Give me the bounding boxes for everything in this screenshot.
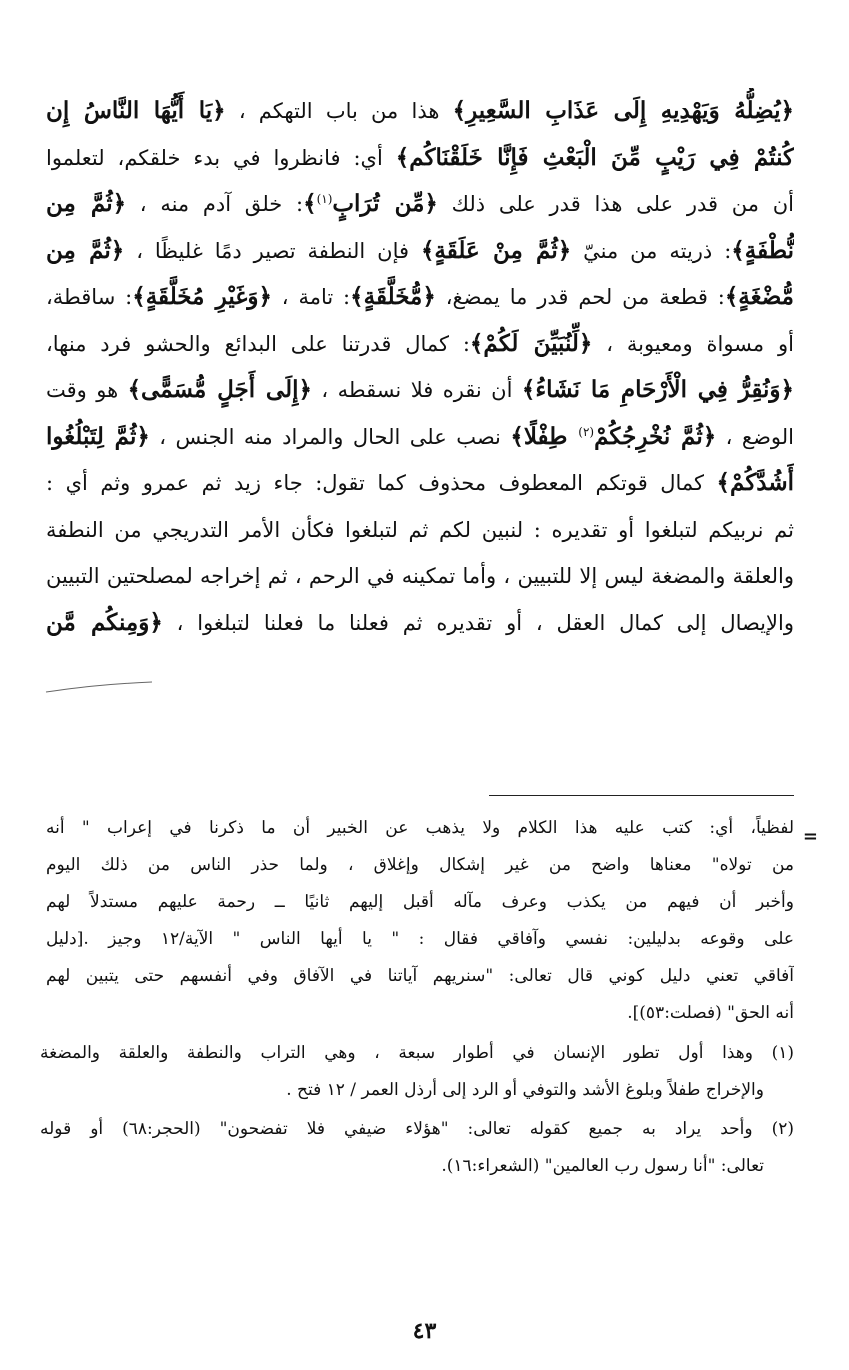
quran-quote: كُنتُمْ فِي رَيْبٍ مِّنَ الْبَعْثِ فَإِنَّا خَلَقْنَاكُم﴾ bbox=[395, 143, 794, 171]
main-text-line bbox=[46, 367, 794, 414]
main-text-line bbox=[46, 135, 794, 182]
commentary-text: : كمال قدرتنا على البدائع والحشو فرد منها، bbox=[46, 331, 470, 356]
commentary-text: فإن النطفة تصير دمًا غليظًا ، bbox=[124, 238, 421, 263]
main-text-line bbox=[46, 414, 794, 461]
footnote-line: على وقوعه بدليلين: نفسي وآفاقي فقال : " يا أيها الناس " الآية/١٢ وجيز .[دليل bbox=[46, 929, 794, 949]
commentary-text: والإيصال إلى كمال العقل ، أو تقديره ثم فعلنا ما فعلنا لتبلغوا ، bbox=[162, 610, 794, 635]
quran-quote: ﴿يُضِلُّهُ وَيَهْدِيهِ إِلَى عَذَابِ السَّعِيرِ﴾ bbox=[452, 97, 794, 124]
main-text-line bbox=[46, 321, 794, 368]
main-text-line bbox=[46, 460, 794, 507]
quran-quote: ﴿مِّن تُرَابٍ bbox=[332, 190, 438, 217]
main-text-line bbox=[46, 600, 794, 647]
footnote-line: (١) وهذا أول تطور الإنسان في أطوار سبعة ، وهي التراب والنطفة والعلقة والمضغة bbox=[40, 1043, 794, 1063]
commentary-text: هذا من باب التهكم ، bbox=[225, 99, 453, 123]
footnote-line: من تولاه" معناها واضح من غير إشكال وإغلاق ، ولما حذر الناس من ذلك اليوم bbox=[46, 855, 794, 875]
quran-quote: ﴿ثُمَّ نُخْرِجُكُمْ bbox=[594, 422, 717, 450]
quran-quote: ﴿ثُمَّ مِن bbox=[46, 190, 127, 217]
main-text-line bbox=[46, 88, 794, 135]
stray-pen-mark bbox=[44, 680, 154, 696]
footnote-line: تعالى: "أنا رسول رب العالمين" (الشعراء:١٦). bbox=[441, 1156, 764, 1176]
commentary-text: الوضع ، bbox=[716, 424, 794, 449]
quran-quote: ﴿ثُمَّ مِن bbox=[46, 236, 125, 264]
footnote-line: (٢) وأحد يراد به جميع كقوله تعالى: "هؤلاء ضيفي فلا تفضحون" (الحجر:٦٨) أو قوله bbox=[40, 1119, 794, 1139]
quran-quote: ﴿وَمِنكُم مَّن bbox=[46, 608, 163, 636]
commentary-text: أو مسواة ومعيوبة ، bbox=[592, 331, 794, 356]
commentary-text: : ذريته من منيّ bbox=[571, 238, 732, 263]
commentary-text: أن من قدر على هذا قدر على ذلك bbox=[437, 192, 794, 216]
quran-quote: ﴾ bbox=[303, 190, 317, 217]
footnote-line: والإخراج طفلاً وبلوغ الأشد والتوفي أو الرد إلى أرذل العمر / ١٢ فتح . bbox=[286, 1080, 764, 1100]
footnote-reference: (١) bbox=[316, 192, 333, 206]
main-text-line bbox=[46, 507, 794, 554]
commentary-text: : ساقطة، bbox=[46, 285, 133, 309]
footnote-1 bbox=[40, 1035, 794, 1109]
footnote-reference: (٢) bbox=[578, 424, 595, 439]
footnote-line: وأخبر أن فيهم من يكذب وعرف مآله أقبل إليهم ثانيًا ــ رحمة عليهم مستدلاً لهم bbox=[46, 892, 794, 912]
continuation-marker: = bbox=[802, 826, 818, 847]
main-text-line bbox=[46, 274, 794, 321]
commentary-text: أي: فانظروا في بدء خلقكم، لتعلموا bbox=[46, 145, 396, 170]
commentary-text: والعلقة والمضغة ليس إلا للتبيين ، وأما تمكينه في الرحم ، ثم إخراجه لمصلحتين التبيين bbox=[46, 564, 794, 588]
main-text-line bbox=[46, 228, 794, 275]
quran-quote: ﴿يَا أَيُّهَا النَّاسُ إِن bbox=[46, 97, 226, 124]
quran-quote: ﴿ثُمَّ لِتَبْلُغُوا bbox=[46, 422, 150, 450]
commentary-text: هو وقت bbox=[46, 378, 128, 402]
footnote-line: آفاقي تعني دليل كوني قال تعالى: "سنريهم آياتنا في الآفاق وفي أنفسهم حتى يتبين لهم bbox=[46, 966, 794, 986]
commentary-text: : خلق آدم منه ، bbox=[126, 192, 304, 216]
footnote-continuation bbox=[46, 810, 818, 1032]
quran-quote: ﴿ثُمَّ مِنْ عَلَقَةٍ﴾ bbox=[420, 236, 572, 264]
quran-quote: ﴿مُّخَلَّقَةٍ﴾ bbox=[350, 283, 436, 310]
footnote-separator-rule bbox=[489, 795, 794, 796]
quran-quote: ﴿لِّنُبَيِّنَ لَكُمْ﴾ bbox=[469, 329, 593, 357]
quran-quote: نُّطْفَةٍ﴾ bbox=[731, 236, 794, 264]
quran-quote: طِفْلًا﴾ bbox=[510, 422, 579, 450]
commentary-text: ثم نربيكم لتبلغوا أو تقديره : لنبين لكم ثم لتبلغوا فكأن الأمر التدريجي من النطفة bbox=[46, 517, 794, 542]
commentary-text: أن نقره فلا نسقطه ، bbox=[311, 378, 522, 402]
page-number: ٤٣ bbox=[412, 1318, 437, 1344]
footnote-line: أنه الحق" (فصلت:٥٣)]. bbox=[627, 1003, 794, 1023]
commentary-text: نصب على الحال والمراد منه الجنس ، bbox=[149, 424, 511, 449]
commentary-text: : تامة ، bbox=[271, 285, 351, 309]
commentary-text: : قطعة من لحم قدر ما يمضغ، bbox=[435, 285, 725, 309]
main-text-body bbox=[46, 88, 794, 646]
quran-quote: ﴿وَغَيْرِ مُخَلَّقَةٍ﴾ bbox=[132, 283, 272, 310]
main-text-line bbox=[46, 553, 794, 600]
commentary-text: كمال قوتكم المعطوف محذوف كما تقول: جاء زيد ثم عمرو وثم أي : bbox=[46, 471, 717, 495]
main-text-line bbox=[46, 181, 794, 228]
quran-quote: ﴿وَنُقِرُّ فِي الْأَرْحَامِ مَا نَشَاءُ﴾ bbox=[521, 376, 794, 403]
footnote-line: لفظياً، أي: كتب عليه هذا الكلام ولا يذهب عن الخبير أن ما ذكرنا في إعراب " أنه bbox=[46, 818, 794, 838]
footnote-2 bbox=[40, 1111, 794, 1185]
quran-quote: ﴿إِلَى أَجَلٍ مُّسَمًّى﴾ bbox=[127, 376, 312, 403]
quran-quote: أَشُدَّكُمْ﴾ bbox=[716, 469, 794, 496]
quran-quote: مُّضْغَةٍ﴾ bbox=[724, 283, 794, 310]
